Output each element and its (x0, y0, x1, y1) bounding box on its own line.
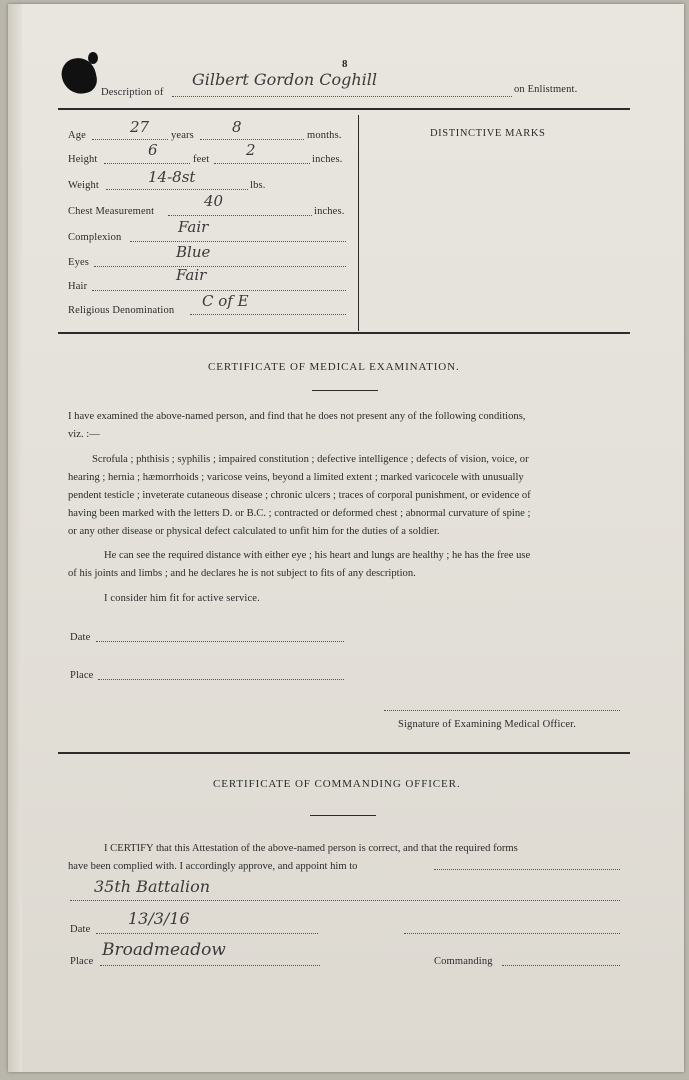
height-feet-line (104, 163, 190, 164)
weight-value: 14-8st (148, 168, 196, 186)
conditions-line-5: or any other disease or physical defect calculated to unfit him for the duties of a soldier. (68, 526, 440, 537)
name-dotted-line (172, 96, 512, 97)
medical-signature-line (384, 710, 620, 711)
age-months-value: 8 (232, 118, 242, 136)
commanding-place-line (100, 965, 320, 966)
height-inches-line (214, 163, 310, 164)
age-years-value: 27 (130, 118, 150, 136)
complexion-line (130, 241, 346, 242)
fitness-paragraph (68, 547, 620, 583)
conditions-line-3: pendent testicle ; inveterate cutaneous disease ; chronic ulcers ; traces of corporal punishment, or evidence of (68, 490, 531, 501)
medical-officer-signature-label: Signature of Examining Medical Officer. (398, 719, 576, 730)
medical-date-line (96, 641, 344, 642)
hair-label: Hair (68, 281, 88, 292)
height-inches-value: 2 (246, 141, 256, 159)
chest-measurement-label: Chest Measurement (68, 206, 155, 217)
medical-bottom-rule (58, 752, 630, 754)
page-number: 8 (342, 58, 348, 70)
height-label: Height (68, 154, 98, 165)
medical-title-underline (312, 390, 378, 391)
height-feet-value: 6 (148, 141, 158, 159)
commanding-place-value: Broadmeadow (102, 940, 226, 960)
age-years-line (92, 139, 168, 140)
ink-blot-small (88, 52, 98, 64)
conditions-line-2: hearing ; hernia ; hæmorrhoids ; varicose veins, beyond a limited extent ; marked varicocele with unusually (68, 472, 524, 483)
page-edge-shadow (8, 4, 22, 1072)
medical-intro-line-2: viz. :— (68, 429, 100, 440)
eyes-label: Eyes (68, 257, 90, 268)
medical-intro-line-1: I have examined the above-named person, and find that he does not present any of the following conditions, (68, 411, 526, 422)
distinctive-marks-label: DISTINCTIVE MARKS (430, 128, 546, 139)
fitness-line-1: He can see the required distance with either eye ; his heart and lungs are healthy ; he has the free use (104, 550, 531, 561)
conditions-line-4: having been marked with the letters D. or B.C. ; contracted or deformed chest ; abnormal curvature of spine ; (68, 508, 531, 519)
commanding-label: Commanding (434, 956, 493, 967)
hair-value: Fair (176, 266, 207, 284)
fitness-line-2: of his joints and limbs ; and he declares he is not subject to fits of any description. (68, 568, 416, 579)
weight-line (106, 189, 248, 190)
description-divider (358, 115, 359, 331)
medical-date-label: Date (70, 632, 91, 643)
commanding-dotted-line (502, 965, 620, 966)
feet-label: feet (193, 154, 210, 165)
conditions-line-1: Scrofula ; phthisis ; syphilis ; impaired constitution ; defective intelligence ; defects of vision, voice, or (92, 454, 529, 465)
months-label: months. (307, 130, 342, 141)
commanding-date-label: Date (70, 924, 91, 935)
appointment-value: 35th Battalion (94, 877, 211, 896)
certify-line-2: have been complied with. I accordingly approve, and appoint him to (68, 861, 358, 872)
inches-label: inches. (312, 154, 343, 165)
medical-place-label: Place (70, 670, 94, 681)
medical-intro (68, 408, 620, 444)
complexion-label: Complexion (68, 232, 122, 243)
certify-paragraph (68, 840, 620, 876)
eyes-value: Blue (176, 243, 211, 261)
header-rule (58, 108, 630, 110)
age-months-line (200, 139, 304, 140)
enlistee-name: Gilbert Gordon Coghill (192, 70, 377, 89)
complexion-value: Fair (178, 218, 209, 236)
medical-certificate-title: CERTIFICATE OF MEDICAL EXAMINATION. (208, 361, 460, 373)
religion-value: C of E (202, 292, 249, 310)
description-bottom-rule (58, 332, 630, 334)
commanding-title-underline (310, 815, 376, 816)
certify-line-1: I CERTIFY that this Attestation of the above-named person is correct, and that the required forms (104, 843, 518, 854)
fit-for-service-statement: I consider him fit for active service. (104, 593, 260, 604)
commanding-signature-line (404, 933, 620, 934)
chest-inches-label: inches. (314, 206, 345, 217)
medical-conditions-paragraph (68, 451, 620, 541)
commanding-place-label: Place (70, 956, 94, 967)
eyes-line (94, 266, 346, 267)
appoint-dotted-line (434, 869, 620, 870)
weight-label: Weight (68, 180, 99, 191)
chest-value: 40 (204, 192, 224, 210)
religious-denomination-label: Religious Denomination (68, 305, 175, 316)
appointment-line (70, 900, 620, 901)
commanding-date-line (96, 933, 318, 934)
on-enlistment-label: on Enlistment. (514, 84, 578, 95)
lbs-label: lbs. (250, 180, 266, 191)
chest-line (168, 215, 312, 216)
age-label: Age (68, 130, 86, 141)
description-of-label: Description of (101, 87, 164, 98)
commanding-certificate-title: CERTIFICATE OF COMMANDING OFFICER. (213, 778, 461, 790)
medical-place-line (98, 679, 344, 680)
years-label: years (171, 130, 194, 141)
hair-line (92, 290, 346, 291)
religion-line (190, 314, 346, 315)
commanding-date-value: 13/3/16 (128, 909, 190, 928)
